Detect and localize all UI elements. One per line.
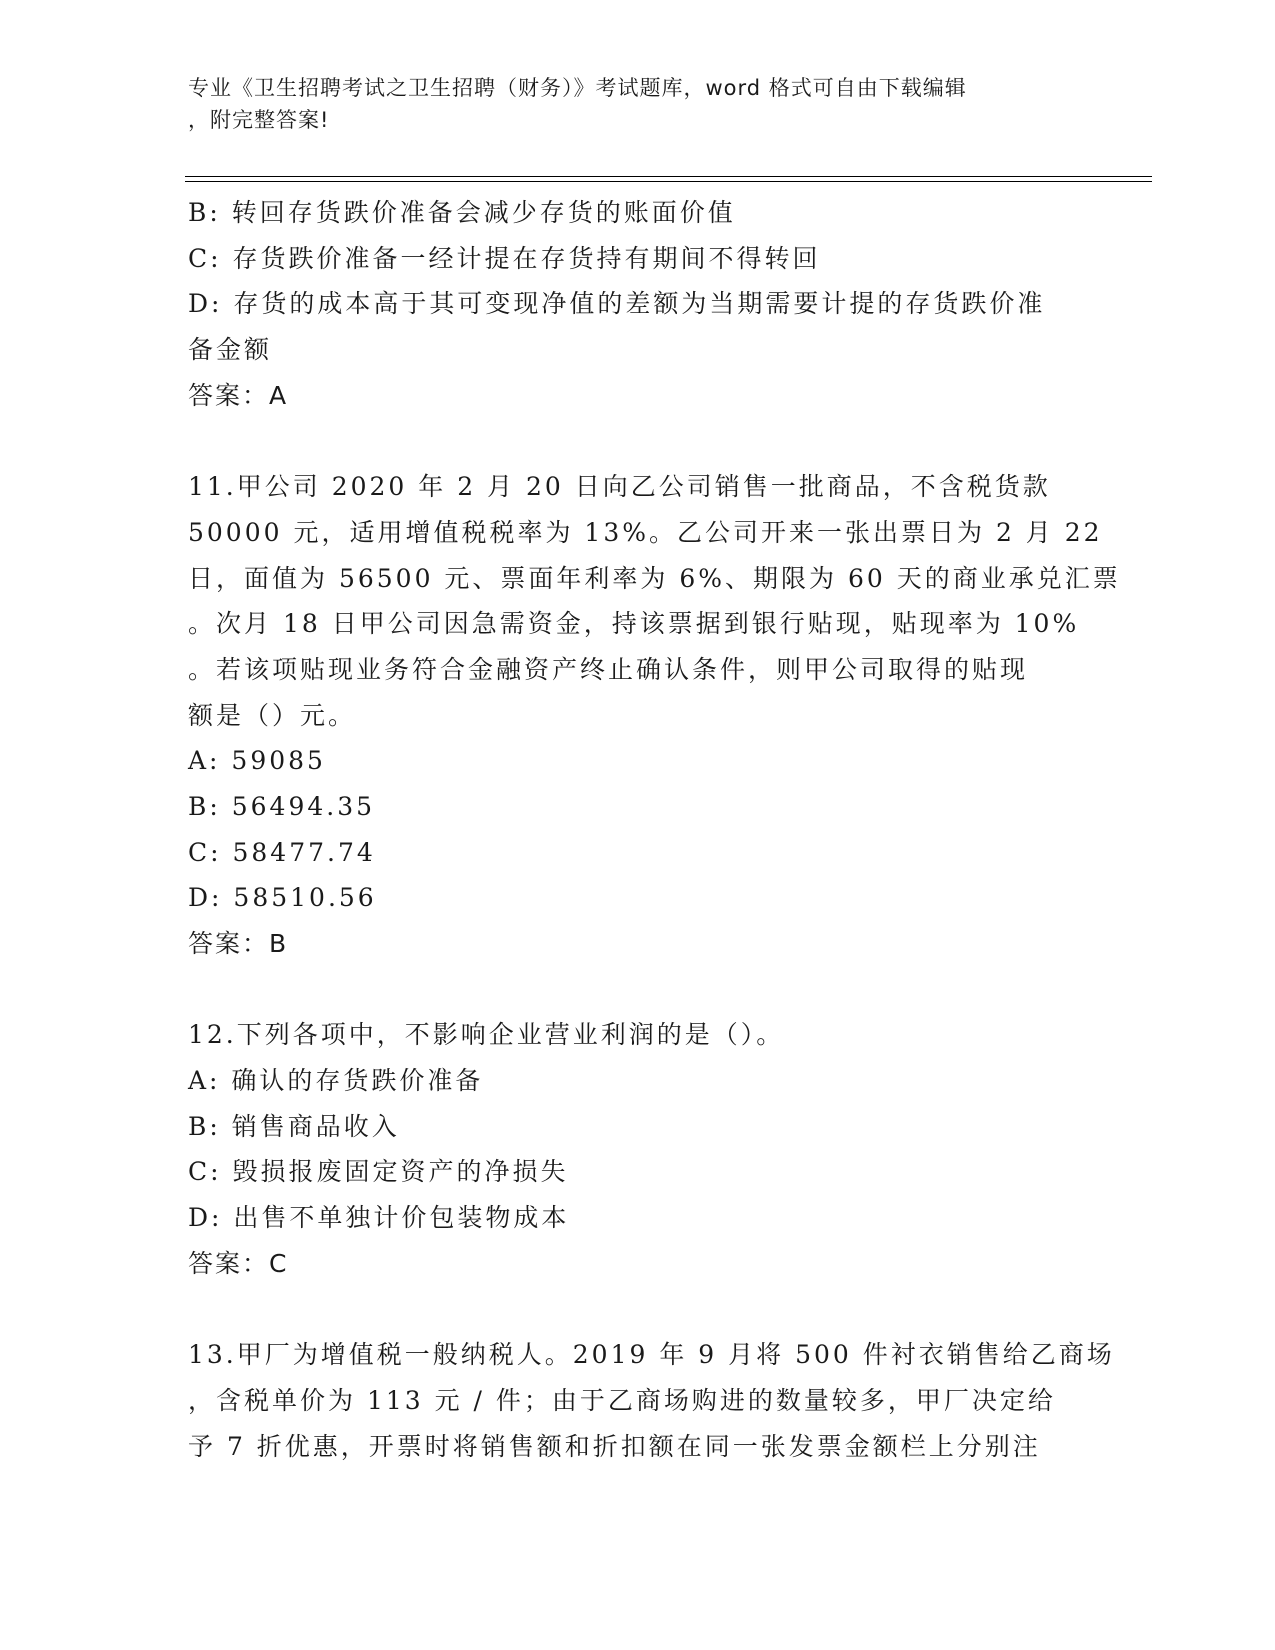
header-divider-top <box>185 176 1152 177</box>
header-line-1: 专业《卫生招聘考试之卫生招聘（财务）》考试题库，word 格式可自由下载编辑 <box>188 76 967 100</box>
q11-option-b: B: 56494.35 <box>188 791 376 821</box>
q11-option-d: D: 58510.56 <box>188 883 377 913</box>
q12-option-d: D: 出售不单独计价包装物成本 <box>188 1203 570 1233</box>
q11-stem-line-4: 。次月 18 日甲公司因急需资金，持该票据到银行贴现，贴现率为 10% <box>188 609 1080 639</box>
q10-option-d-line-1: D: 存货的成本高于其可变现净值的差额为当期需要计提的存货跌价准 <box>188 289 1046 319</box>
q11-answer: 答案：B <box>188 929 289 958</box>
question-content <box>188 190 1121 1469</box>
q11-option-c: C: 58477.74 <box>188 837 376 867</box>
spacer <box>188 1287 1088 1333</box>
q13-stem-line-3: 予 7 折优惠，开票时将销售额和折扣额在同一张发票金额栏上分别注 <box>188 1431 1041 1461</box>
document-header <box>188 72 1068 136</box>
q12-stem: 12.下列各项中，不影响企业营业利润的是（）。 <box>188 1020 785 1050</box>
spacer <box>188 967 1088 1013</box>
q11-stem-line-2: 50000 元，适用增值税税率为 13%。乙公司开来一张出票日为 2 月 22 <box>188 517 1103 547</box>
q11-stem-line-6: 额是（）元。 <box>188 700 357 730</box>
q10-option-b: B: 转回存货跌价准备会减少存货的账面价值 <box>188 198 736 227</box>
q10-option-c: C: 存货跌价准备一经计提在存货持有期间不得转回 <box>188 243 821 273</box>
q11-stem-line-5: 。若该项贴现业务符合金融资产终止确认条件，则甲公司取得的贴现 <box>188 654 1029 684</box>
q11-stem-line-3: 日，面值为 56500 元、票面年利率为 6%、期限为 60 天的商业承兑汇票 <box>188 563 1121 593</box>
q13-stem-line-1: 13.甲厂为增值税一般纳税人。2019 年 9 月将 500 件衬衣销售给乙商场 <box>188 1340 1115 1370</box>
q10-option-d-line-2: 备金额 <box>188 335 273 365</box>
q13-stem-line-2: ，含税单价为 113 元 / 件；由于乙商场购进的数量较多，甲厂决定给 <box>188 1385 1056 1415</box>
spacer <box>188 418 1088 464</box>
q10-answer: 答案：A <box>188 380 289 410</box>
q12-option-b: B: 销售商品收入 <box>188 1111 400 1141</box>
q12-option-c: C: 毁损报废固定资产的净损失 <box>188 1157 569 1187</box>
q12-answer: 答案：C <box>188 1248 289 1278</box>
q11-option-a: A: 59085 <box>188 746 326 776</box>
header-divider-bottom <box>185 181 1152 182</box>
header-line-2: ，附完整答案! <box>188 108 330 132</box>
q11-stem-line-1: 11.甲公司 2020 年 2 月 20 日向乙公司销售一批商品，不含税货款 <box>188 472 1051 502</box>
q12-option-a: A: 确认的存货跌价准备 <box>188 1066 484 1096</box>
